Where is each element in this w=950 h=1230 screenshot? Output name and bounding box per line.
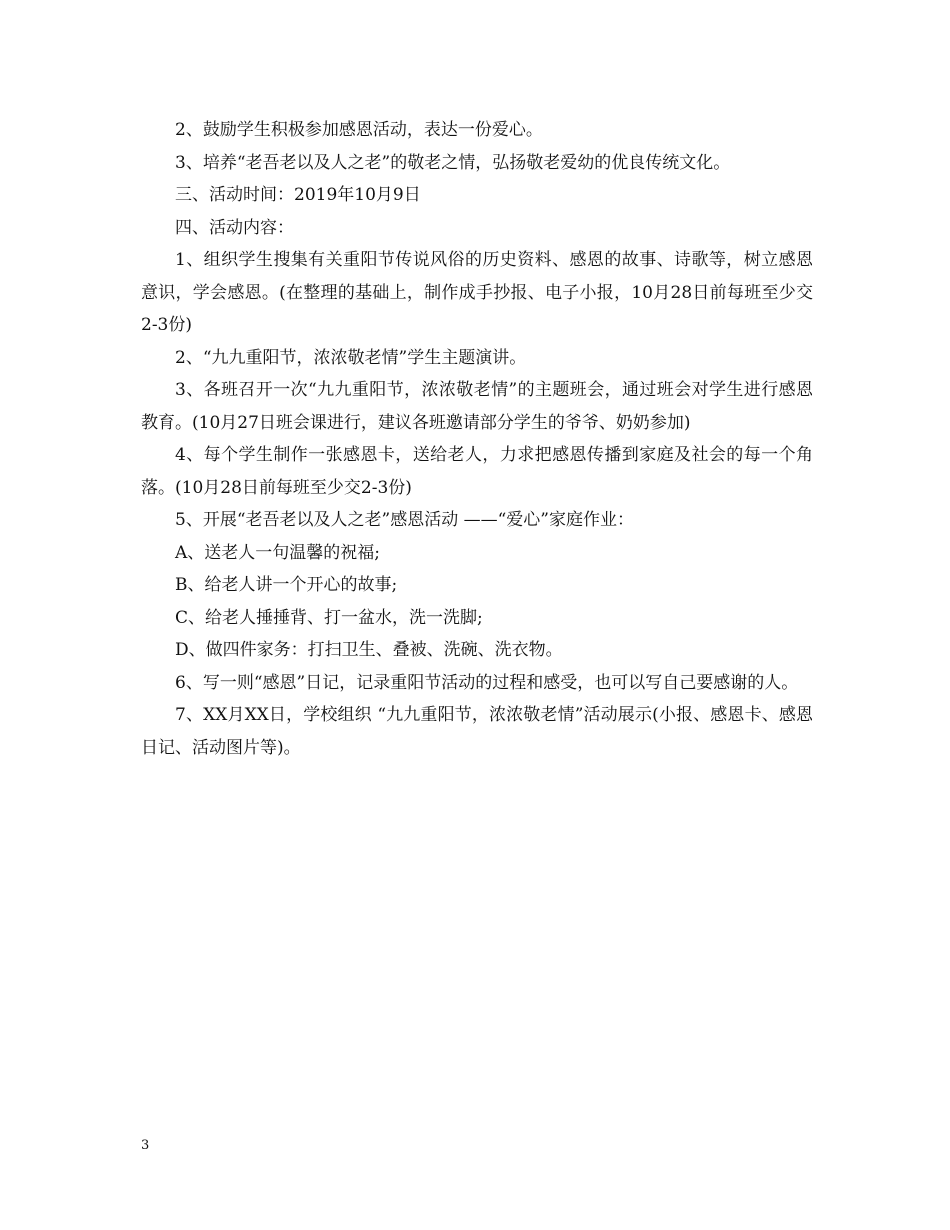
paragraph-homework-d: D、做四件家务：打扫卫生、叠被、洗碗、洗衣物。 (175, 640, 563, 660)
paragraph-homework-b: B、给老人讲一个开心的故事; (175, 575, 398, 595)
paragraph-homework-c: C、给老人捶捶背、打一盆水，洗一洗脚; (175, 607, 483, 628)
paragraph-content-item-4: 4、每个学生制作一张感恩卡，送给老人，力求把感恩传播到家庭及社会的每一个角落。(10月28日前每班至少交2-3份) (141, 445, 813, 498)
paragraph-activity-time: 三、活动时间：2019年10月9日 (175, 185, 421, 205)
paragraph-content-item-5: 5、开展“老吾老以及人之老”感恩活动 ——“爱心”家庭作业： (175, 510, 634, 530)
paragraph-content-item-6: 6、写一则“感恩”日记，记录重阳节活动的过程和感受，也可以写自己要感谢的人。 (175, 672, 799, 693)
paragraph-content-item-1: 1、组织学生搜集有关重阳节传说风俗的历史资料、感恩的故事、诗歌等，树立感恩意识，学会感恩。(在整理的基础上，制作成手抄报、电子小报，10月28日前每班至少交2-3份) (141, 250, 813, 335)
paragraph-goal-3: 3、培养“老吾老以及人之老”的敬老之情，弘扬敬老爱幼的优良传统文化。 (175, 152, 731, 173)
paragraph-content-item-2: 2、“九九重阳节，浓浓敬老情”学生主题演讲。 (175, 347, 527, 368)
paragraph-homework-a: A、送老人一句温馨的祝福; (175, 542, 381, 563)
paragraph-activity-content-heading: 四、活动内容： (175, 217, 294, 238)
paragraph-content-item-3: 3、各班召开一次“九九重阳节，浓浓敬老情”的主题班会，通过班会对学生进行感恩教育。(10月27日班会课进行，建议各班邀请部分学生的爷爷、奶奶参加) (141, 380, 813, 433)
paragraph-goal-2: 2、鼓励学生积极参加感恩活动，表达一份爱心。 (175, 120, 543, 140)
paragraph-content-item-7: 7、XX月XX日，学校组织 “九九重阳节，浓浓敬老情”活动展示(小报、感恩卡、感恩日记、活动图片等)。 (141, 705, 813, 758)
page-number: 3 (141, 1138, 150, 1153)
document-body (141, 114, 813, 764)
